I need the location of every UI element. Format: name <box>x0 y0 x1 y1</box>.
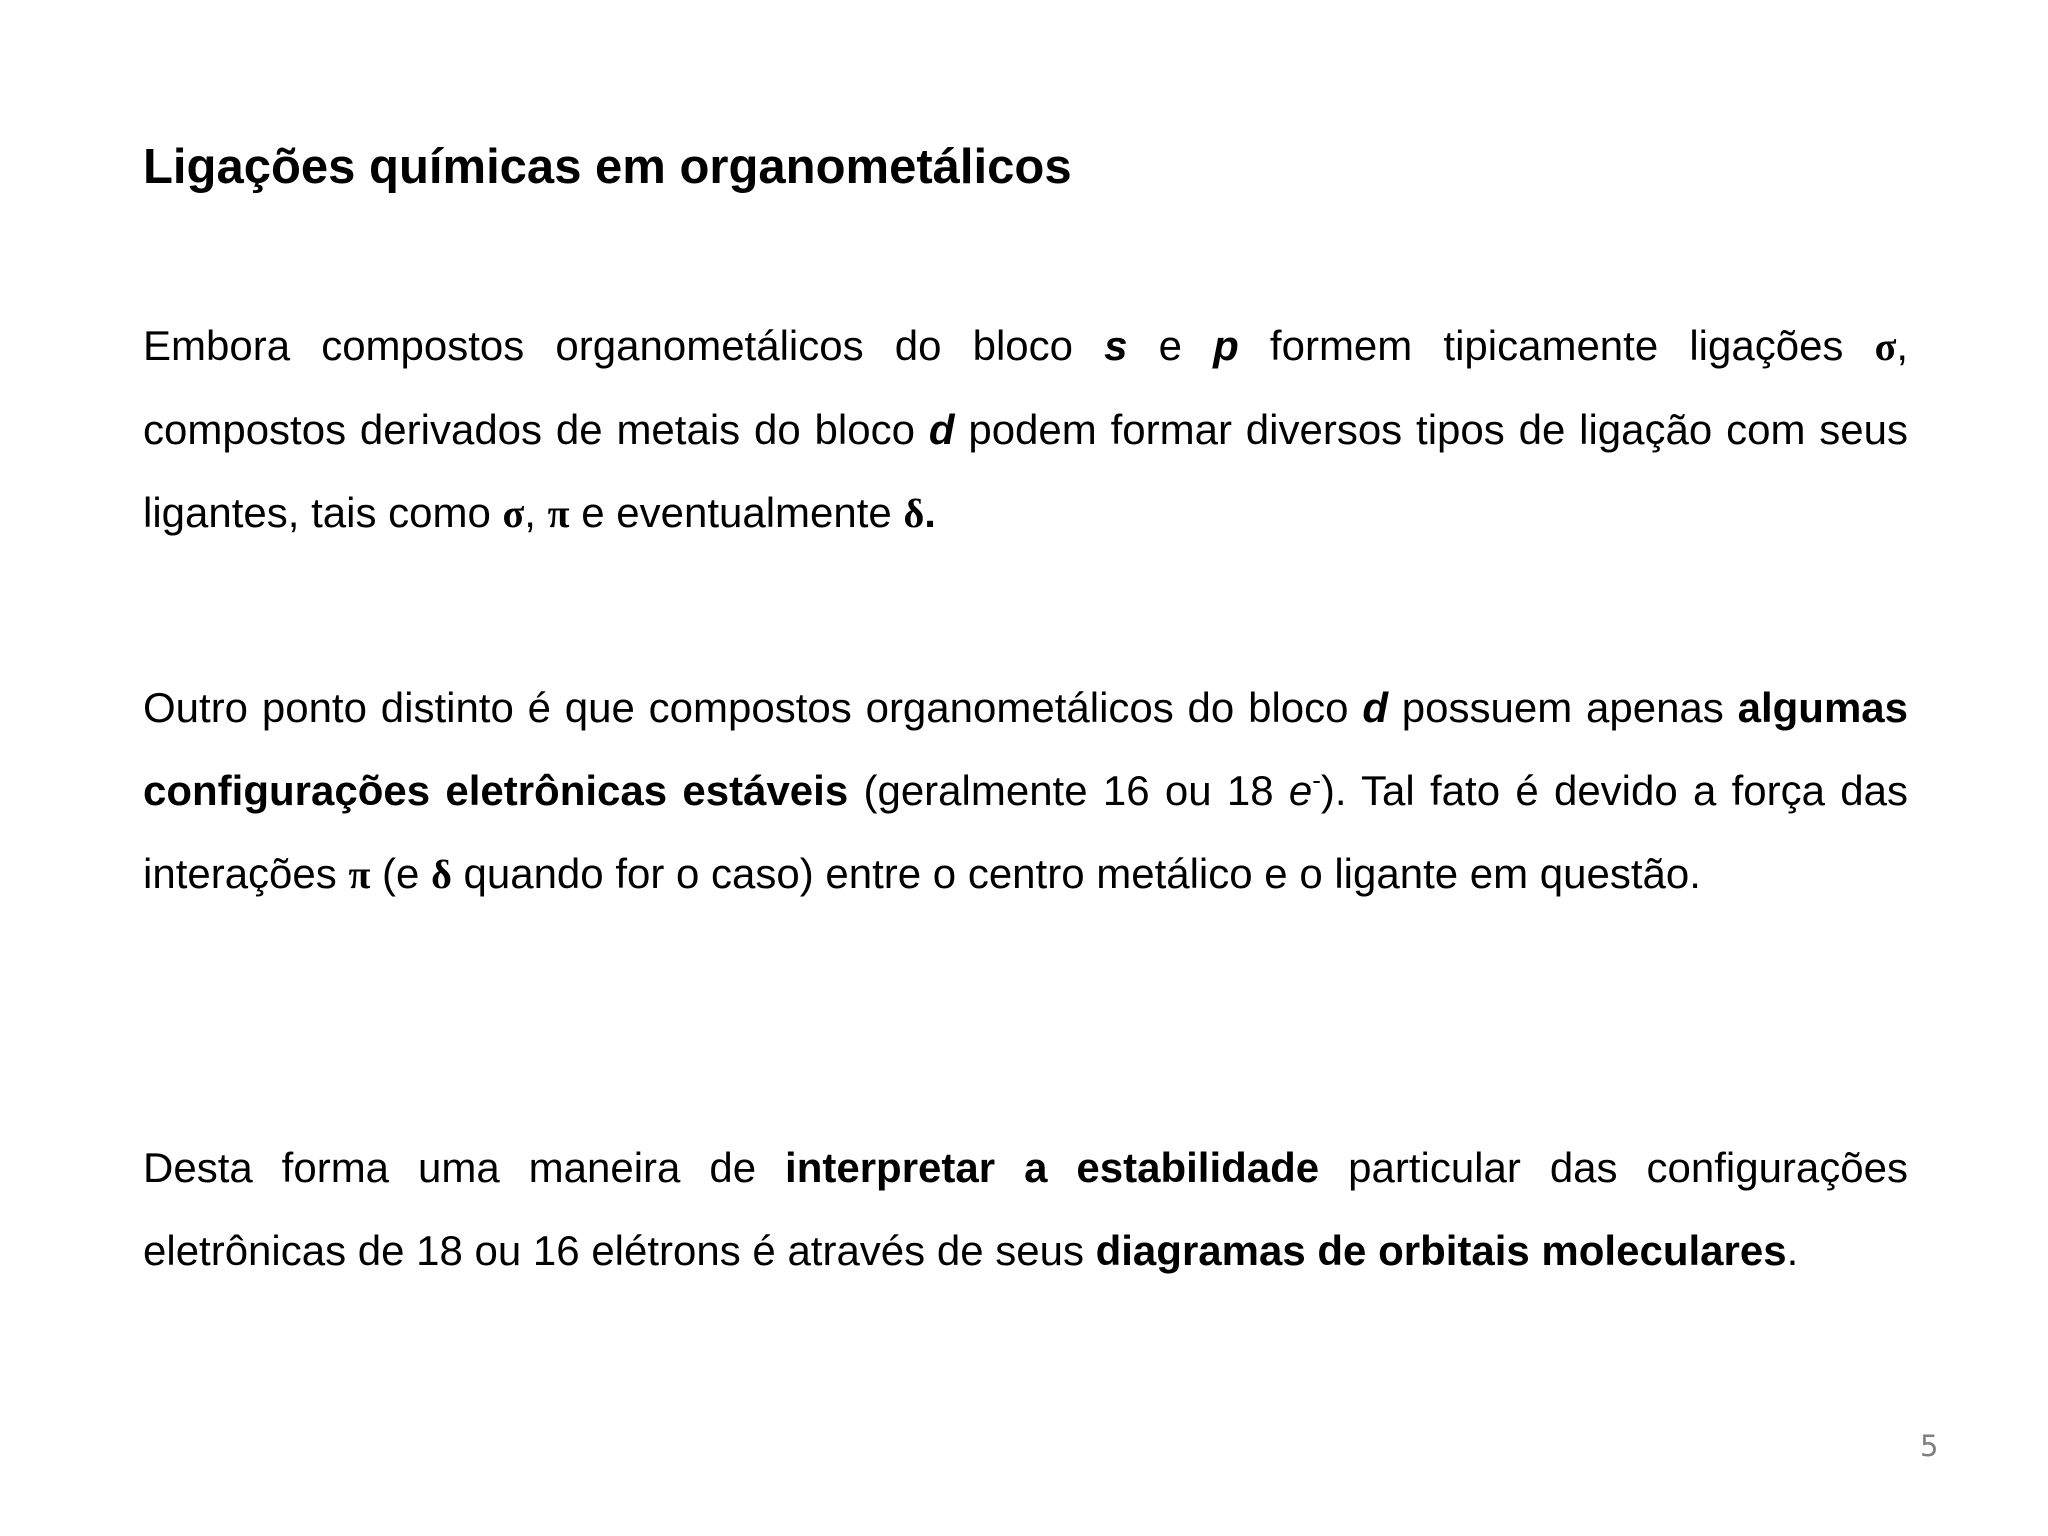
emphasis-mo-diagrams: diagramas de orbitais moleculares <box>1095 1227 1787 1274</box>
paragraph-molecular-orbitals <box>143 1126 1908 1292</box>
paragraph-bonding-types <box>143 304 1908 555</box>
text-run: . <box>924 489 936 536</box>
pi-symbol: π <box>348 852 371 897</box>
block-p-term: p <box>1213 322 1239 369</box>
text-run: , <box>524 489 548 536</box>
text-run: Outro ponto distinto é que compostos organometálicos do bloco <box>143 684 1363 731</box>
text-run: (e <box>370 850 432 897</box>
delta-symbol: δ <box>903 491 925 536</box>
text-run: e <box>1127 322 1214 369</box>
text-run: ). Tal fato é devido a força das interações <box>143 767 1909 897</box>
text-run: , compostos derivados de metais do bloco <box>143 322 1908 453</box>
text-run: e eventualmente <box>569 489 904 536</box>
text-run: Desta forma uma maneira de <box>143 1144 786 1191</box>
slide-title: Ligações químicas em organometálicos <box>143 140 1072 194</box>
text-run: possuem apenas <box>1387 684 1738 731</box>
text-run: Embora compostos organometálicos do bloco <box>143 322 1105 369</box>
sigma-symbol: σ <box>1874 324 1897 369</box>
delta-symbol: δ <box>431 852 452 897</box>
text-run: quando for o caso) entre o centro metálico e o ligante em questão. <box>451 850 1701 897</box>
electron-symbol: e <box>1288 767 1313 814</box>
emphasis-interpret-stability: interpretar a estabilidade <box>785 1144 1320 1191</box>
text-run: (geralmente 16 ou 18 <box>848 767 1289 814</box>
sigma-symbol: σ <box>502 491 525 536</box>
emphasis-stable-configurations: algumas configurações eletrônicas estáveis <box>143 684 1909 814</box>
text-run: particular das configurações eletrônicas de 18 ou 16 elétrons é através de seus <box>143 1144 1908 1274</box>
block-s-term: s <box>1104 322 1128 369</box>
pi-symbol: π <box>547 491 570 536</box>
paragraph-electronic-configurations <box>143 666 1908 916</box>
text-run: formem tipicamente ligações <box>1238 322 1875 369</box>
text-run: . <box>1786 1227 1799 1274</box>
page-number: 5 <box>1920 1429 1939 1463</box>
block-d-term: d <box>928 406 955 453</box>
text-run: podem formar diversos tipos de ligação com seus ligantes, tais como <box>143 406 1908 536</box>
electron-charge-superscript: - <box>1312 765 1321 795</box>
block-d-term: d <box>1362 684 1388 731</box>
